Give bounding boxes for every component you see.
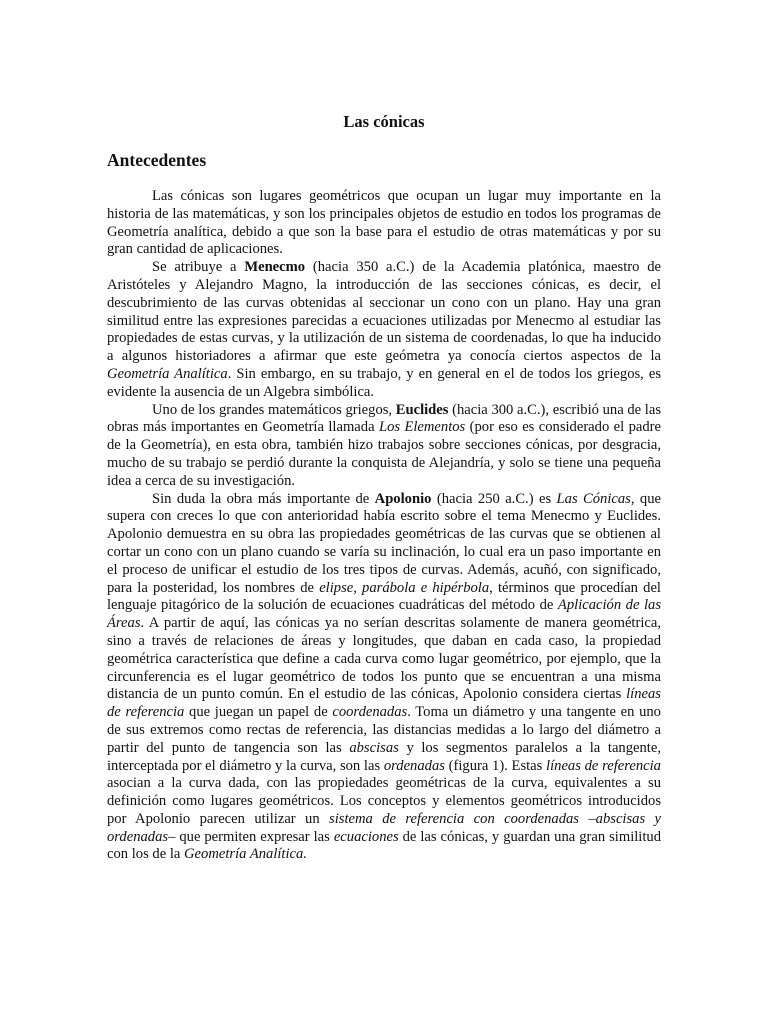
- text-run: Sin duda la obra más importante de: [152, 490, 375, 507]
- text-run: (hacia 300 a.C.), escribió una de las obras más importantes en Geometría llamada: [107, 401, 662, 436]
- body-text: [107, 188, 661, 864]
- text-run: Las cónicas son lugares geométricos que ocupan un lugar muy importante en la historia de las matemáticas, y son los principales objetos de estudio en todos los programas de Geometría analítica, debido a que son la base para el estudio de otras matemáticas y por su gran cantidad de aplicaciones.: [107, 188, 661, 258]
- text-run: , términos que procedían del lenguaje pitagórico de la solución de ecuaciones cuadráticas del método de: [107, 579, 661, 614]
- text-run: y los segmentos paralelos a la tangente, interceptada por el diámetro y la curva, son las: [107, 739, 661, 774]
- text-run: . Toma un diámetro y una tangente en uno de sus extremos como rectas de referencia, las distancias medidas a lo largo del diámetro a partir del punto de tangencia son las: [107, 704, 661, 756]
- text-run: , que supera con creces lo que con anterioridad había escrito sobre el tema Menecmo y Euclides. Apolonio demuestra en su obra las propiedades geométricas de las curvas que se obtienen al cortar un cono con un plano cuando se varía su inclinación, lo cual era un paso importante en el proceso de unificar el estudio de los tres tipos de curvas. Además, acuñó, con significado, para la posteridad, los nombres de: [107, 490, 662, 596]
- text-run: de las cónicas, y guardan una gran similitud con los de la: [107, 828, 662, 863]
- italic-term: Geometría Analítica: [107, 365, 228, 382]
- text-run: que juegan un papel de: [184, 704, 333, 721]
- italic-term: abscisas: [349, 739, 399, 756]
- italic-term: ordenadas: [383, 757, 445, 774]
- text-run: Uno de los grandes matemáticos griegos,: [152, 401, 396, 418]
- text-run: (figura 1). Estas: [444, 757, 547, 774]
- bold-term: Euclides: [395, 401, 449, 418]
- text-run: que permiten expresar las: [175, 828, 334, 845]
- bold-term: Menecmo: [244, 259, 306, 276]
- italic-term: Geometría Analítica.: [184, 846, 307, 863]
- text-run: . A partir de aquí, las cónicas ya no serían descritas solamente de manera geométrica, sino a través de relaciones de áreas y longitudes, que daban en cada caso, la propiedad geométrica característica que define a cada curva como lugar geométrico, por ejemplo, que la circunferencia es el lugar geométrico de todos los punto que se encuentran a una misma distancia de un punto común. En el estudio de las cónicas, Apolonio considera ciertas: [107, 615, 661, 703]
- text-run: (por eso es considerado el padre de la Geometría), en esta obra, también hizo trabajos sobre secciones cónicas, por desgracia, mucho de su trabajo se perdió durante la conquista de Alejandría, y solo se tiene una pequeña idea a cerca de su investigación.: [107, 419, 661, 489]
- text-run: (hacia 350 a.C.) de la Academia platónica, maestro de Aristóteles y Alejandro Magno, la introducción de las secciones cónicas, es decir, el descubrimiento de las curvas obtenidas al seccionar un cono con un plano. Hay una gran similitud entre las expresiones parecidas a ecuaciones utilizadas por Menecmo al estudiar las propiedades de estas curvas, y la utilización de un sistema de coordenadas, lo que ha inducido a algunos historiadores a afirmar que este geómetra ya conocía ciertos aspectos de la: [107, 259, 661, 365]
- italic-term: ecuaciones: [333, 828, 399, 845]
- text-run: Se atribuye a: [152, 259, 245, 276]
- italic-term: Aplicación de las Áreas: [107, 597, 661, 632]
- italic-term: Las Cónicas: [556, 490, 631, 507]
- italic-term: Los Elementos: [378, 419, 466, 436]
- section-heading: Antecedentes: [107, 150, 207, 170]
- text-run: . Sin embargo, en su trabajo, y en general en el de todos los griegos, es evidente la ausencia de un Algebra simbólica.: [107, 365, 661, 400]
- italic-term: sistema de referencia con coordenadas –abscisas y ordenadas–: [107, 810, 662, 845]
- text-run: asocian a la curva dada, con las propiedades geométricas de la curva, equivalentes a su definición como lugares geométricos. Los conceptos y elementos geométricos introducidos por Apolonio parecen utilizar un: [107, 775, 661, 827]
- italic-term: elipse, parábola e hipérbola: [319, 579, 490, 596]
- italic-term: líneas de referencia: [107, 686, 661, 721]
- paragraph: [107, 402, 661, 491]
- italic-term: coordenadas: [332, 704, 408, 721]
- text-run: (hacia 250 a.C.) es: [431, 490, 557, 507]
- page-title: Las cónicas: [343, 112, 425, 131]
- paragraph: [107, 491, 661, 865]
- bold-term: Apolonio: [374, 490, 432, 507]
- paragraph: [107, 188, 661, 259]
- paragraph: [107, 259, 661, 401]
- italic-term: líneas de referencia: [546, 757, 661, 774]
